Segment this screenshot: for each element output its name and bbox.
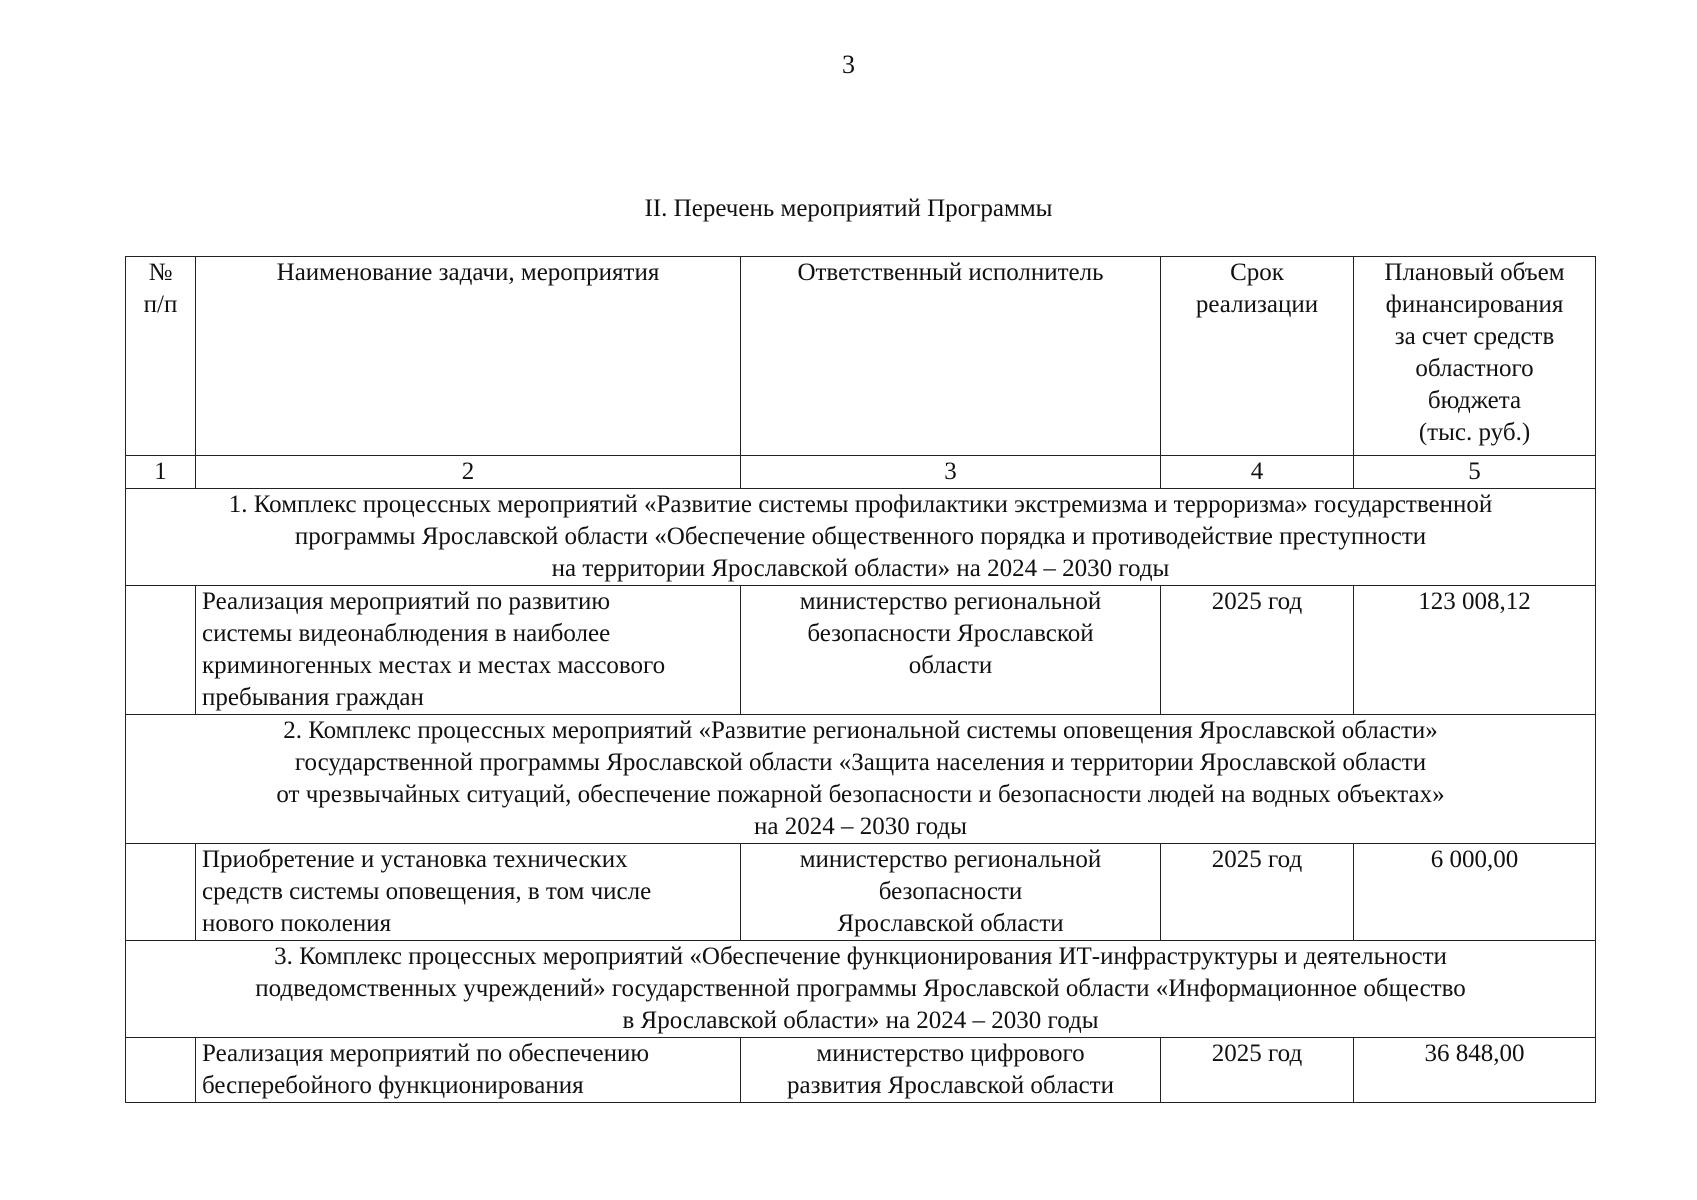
section-title-2: 2. Комплекс процессных мероприятий «Развитие региональной системы оповещения Ярославской области» государственной программы Ярославской области «Защита населения и территории Ярославской области от чрезвычайных ситуаций, обеспечение пожарной безопасности и безопасности людей на водных объектах» на 2024 – 2030 годы <box>126 715 1596 844</box>
section-title: II. Перечень мероприятий Программы <box>644 195 1053 222</box>
section-title-3: 3. Комплекс процессных мероприятий «Обеспечение функционирования ИТ-инфраструктуры и деятельности подведомственных учреждений» государственной программы Ярославской области «Информационное общество в Ярославской области» на 2024 – 2030 годы <box>126 941 1596 1038</box>
row-funding: 123 008,12 <box>1354 586 1596 715</box>
column-index: 3 <box>741 456 1161 489</box>
row-num <box>126 1038 196 1103</box>
page-number: 3 <box>842 50 855 79</box>
row-term: 2025 год <box>1161 586 1354 715</box>
column-index: 2 <box>196 456 741 489</box>
row-term: 2025 год <box>1161 1038 1354 1103</box>
row-funding: 36 848,00 <box>1354 1038 1596 1103</box>
column-index: 5 <box>1354 456 1596 489</box>
row-activity-name: Реализация мероприятий по обеспечению бесперебойного функционирования <box>196 1038 741 1103</box>
header-executor: Ответственный исполнитель <box>741 257 1161 456</box>
section-row <box>126 941 1596 1038</box>
column-index: 4 <box>1161 456 1354 489</box>
row-executor: министерство цифрового развития Ярославской области <box>741 1038 1161 1103</box>
table-row <box>126 844 1596 941</box>
program-activities-table <box>125 256 1596 1103</box>
row-executor: министерство региональной безопасности Ярославской области <box>741 586 1161 715</box>
row-funding: 6 000,00 <box>1354 844 1596 941</box>
row-num <box>126 586 196 715</box>
section-row <box>126 715 1596 844</box>
header-name: Наименование задачи, мероприятия <box>196 257 741 456</box>
header-term: Срок реализации <box>1161 257 1354 456</box>
table-row <box>126 586 1596 715</box>
header-funding: Плановый объем финансирования за счет средств областного бюджета (тыс. руб.) <box>1354 257 1596 456</box>
row-activity-name: Приобретение и установка технических средств системы оповещения, в том числе нового поколения <box>196 844 741 941</box>
row-num <box>126 844 196 941</box>
section-title-1: 1. Комплекс процессных мероприятий «Развитие системы профилактики экстремизма и терроризма» государственной программы Ярославской области «Обеспечение общественного порядка и противодействие преступности на территории Ярославской области» на 2024 – 2030 годы <box>126 489 1596 586</box>
row-term: 2025 год <box>1161 844 1354 941</box>
table-row <box>126 1038 1596 1103</box>
column-index-row <box>126 456 1596 489</box>
row-activity-name: Реализация мероприятий по развитию системы видеонаблюдения в наиболее криминогенных местах и местах массового пребывания граждан <box>196 586 741 715</box>
table-header-row <box>126 257 1596 456</box>
section-row <box>126 489 1596 586</box>
column-index: 1 <box>126 456 196 489</box>
header-num: № п/п <box>126 257 196 456</box>
row-executor: министерство региональной безопасности Ярославской области <box>741 844 1161 941</box>
